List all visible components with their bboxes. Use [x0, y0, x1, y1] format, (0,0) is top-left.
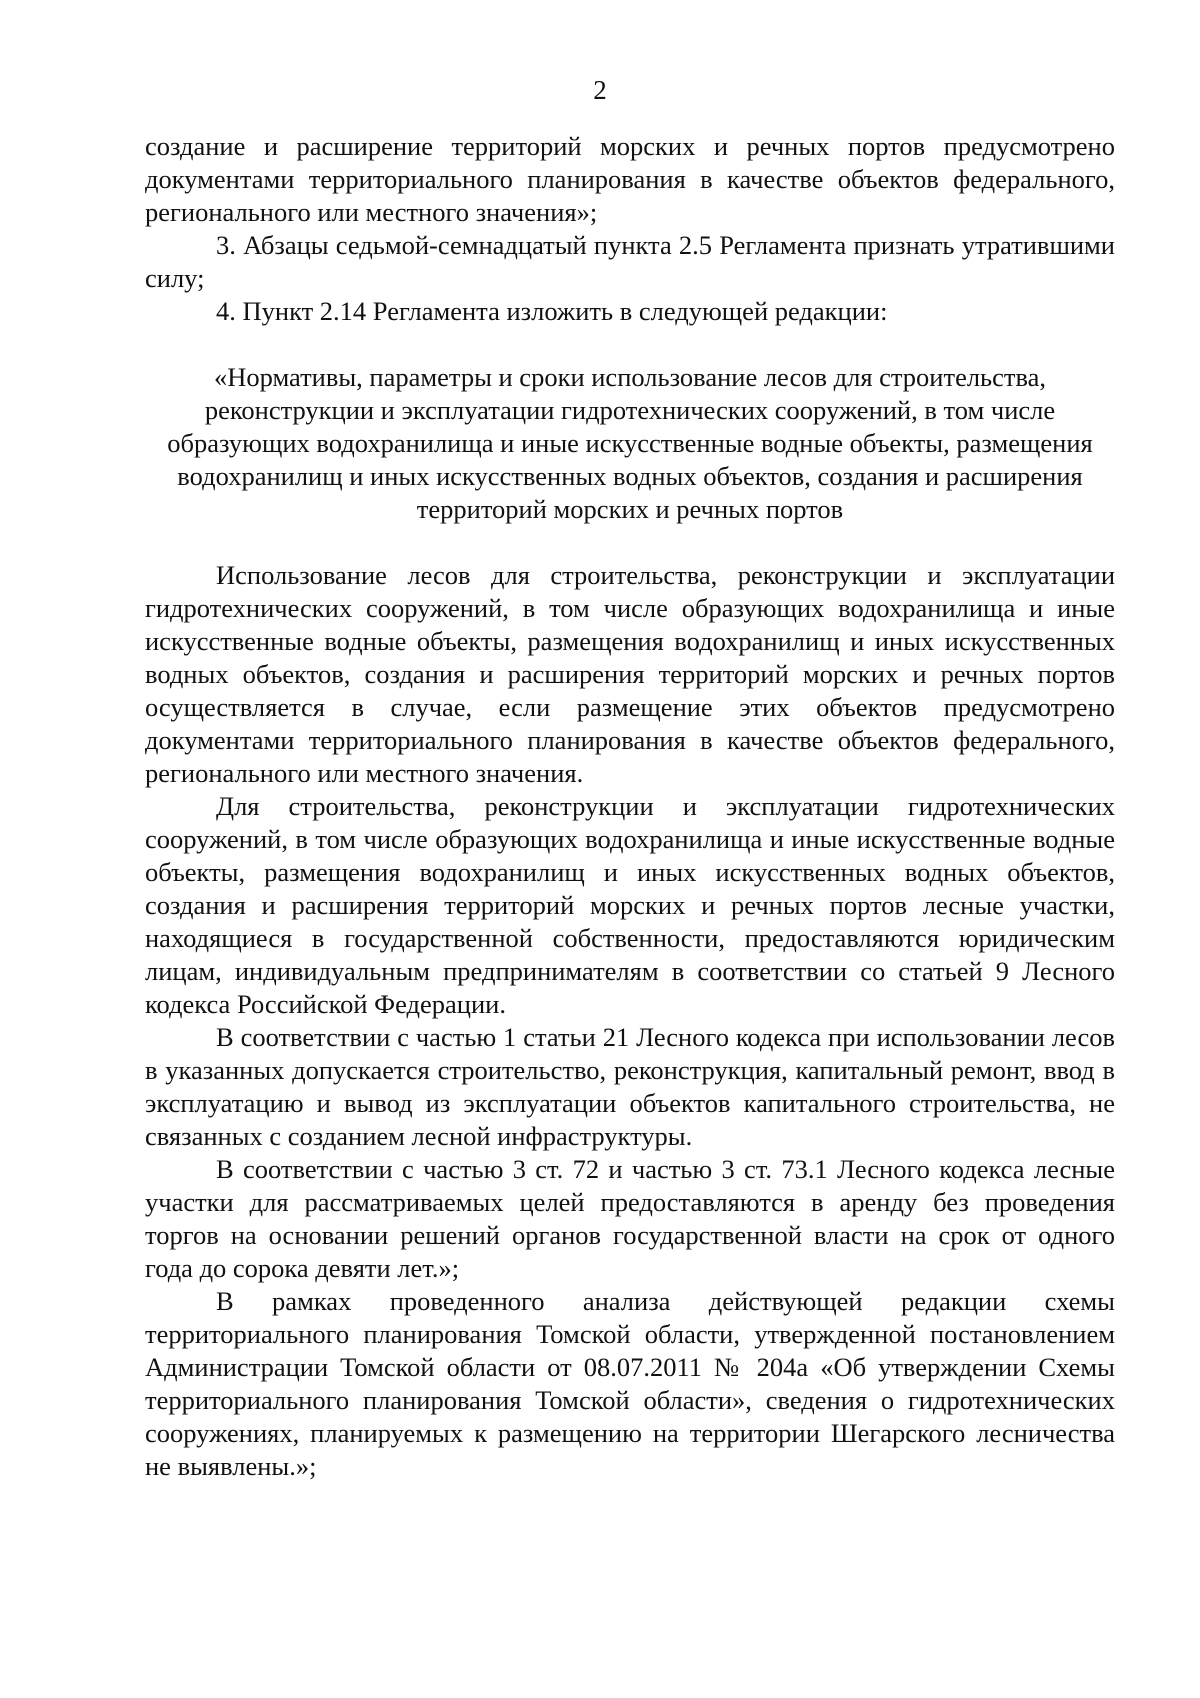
paragraph-article-21: В соответствии с частью 1 статьи 21 Лесного кодекса при использовании лесов в указанных допускается строительство, реконструкция, капитальный ремонт, ввод в эксплуатацию и вывод из эксплуатации объектов капитального строительства, не связанных с созданием лесной инфраструктуры. — [145, 1022, 1115, 1151]
paragraph-usage: Использование лесов для строительства, реконструкции и эксплуатации гидротехнических сооружений, в том числе образующих водохранилища и иные искусственные водные объекты, размещения водохранилищ и иных искусственных водных объектов, создания и расширения территорий морских и речных портов осуществляется в случае, если размещение этих объектов предусмотрено документами территориального планирования в качестве объектов федерального, регионального или местного значения. — [145, 560, 1115, 788]
page-number: 2 — [593, 75, 607, 105]
document-body — [145, 130, 1115, 1483]
paragraph-article-72: В соответствии с частью 3 ст. 72 и частью 3 ст. 73.1 Лесного кодекса лесные участки для рассматриваемых целей предоставляются в аренду без проведения торгов на основании решений органов государственной власти на срок от одного года до сорока девяти лет.»; — [145, 1154, 1115, 1283]
paragraph-item-4: 4. Пункт 2.14 Регламента изложить в следующей редакции: — [216, 296, 888, 326]
paragraph-continuation: создание и расширение территорий морских и речных портов предусмотрено документами территориального планирования в качестве объектов федерального, регионального или местного значения»; — [145, 131, 1115, 227]
paragraph-item-3: 3. Абзацы седьмой-семнадцатый пункта 2.5 Регламента признать утратившими силу; — [145, 230, 1115, 293]
paragraph-provision: Для строительства, реконструкции и эксплуатации гидротехнических сооружений, в том числе образующих водохранилища и иные искусственные водные объекты, размещения водохранилищ и иных искусственных водных объектов, создания и расширения территорий морских и речных портов лесные участки, находящиеся в государственной собственности, предоставляются юридическим лицам, индивидуальным предпринимателям в соответствии со статьей 9 Лесного кодекса Российской Федерации. — [145, 791, 1115, 1019]
paragraph-analysis: В рамках проведенного анализа действующей редакции схемы территориального планирования Томской области, утвержденной постановлением Администрации Томской области от 08.07.2011 № 204а «Об утверждении Схемы территориального планирования Томской области», сведения о гидротехнических сооружениях, планируемых к размещению на территории Шегарского лесничества не выявлены.»; — [145, 1286, 1115, 1481]
section-heading: «Нормативы, параметры и сроки использование лесов для строительства, реконструкции и эксплуатации гидротехнических сооружений, в том числе образующих водохранилища и иные искусственные водные объекты, размещения водохранилищ и иных искусственных водных объектов, создания и расширения территорий морских и речных портов — [167, 362, 1093, 524]
